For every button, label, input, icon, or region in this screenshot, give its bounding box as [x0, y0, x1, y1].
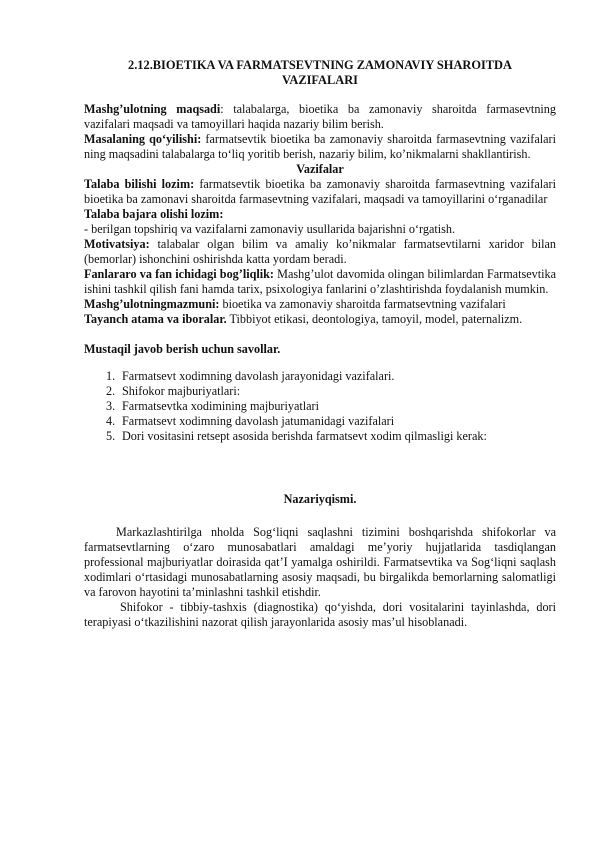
do-label-line	[84, 207, 556, 222]
list-item-text: Farmatsevtka xodimining majburiyatlari	[122, 399, 319, 413]
content-paragraph	[84, 297, 556, 312]
questions-heading	[84, 342, 556, 357]
task-paragraph	[84, 132, 556, 162]
list-item-text: Dori vositasini retsept asosida berishda farmatsevt xodim qilmasligi kerak:	[122, 429, 487, 443]
list-item-text: Farmatsevt xodimning davolash jarayonidagi vazifalari.	[122, 369, 395, 383]
know-label: Talaba bilishi lozim:	[84, 177, 195, 191]
do-label: Talaba bajara olishi lozim:	[84, 207, 224, 221]
do-text: - berilgan topshiriq va vazifalarni zamonaviy usullarida bajarishni o‘rgatish.	[84, 222, 456, 236]
questions-list	[84, 369, 556, 444]
title-line-1: 2.12.BIOETIKA VA FARMATSEVTNING ZAMONAVIY SHAROITDA	[128, 58, 512, 72]
list-item	[106, 429, 556, 444]
section-heading: Vazifalar	[296, 162, 344, 176]
keywords-paragraph	[84, 312, 556, 327]
keywords-label: Tayanch atama va iboralar.	[84, 312, 227, 326]
know-paragraph	[84, 177, 556, 207]
theory-paragraph-2: Shifokor - tibbiy-tashxis (diagnostika) qo‘yishda, dori vositalarini tayinlashda, dori terapiyasi o‘tkazilishini nazorat qilish jarayonlarida asosiy mas’ul hisoblanadi.	[84, 600, 556, 629]
motivation-text: talabalar olgan bilim va amaliy ko’nikmalar farmatsevtilarni xaridor bilan (bemorlar) ishonchini oshirishda katta yordam beradi.	[84, 237, 556, 266]
goal-text: : talabalarga, bioetika ba zamonaviy sharoitda farmasevtning vazifalari maqsadi va tamoyillari haqida nazariy bilim berish.	[84, 102, 556, 131]
theory-heading: Nazariyqismi.	[283, 492, 357, 506]
interdisciplinary-label: Fanlararo va fan ichidagi bog’liqlik:	[84, 267, 274, 281]
list-item-text: Shifokor majburiyatlari:	[122, 384, 241, 398]
list-item	[106, 414, 556, 429]
theory-paragraph-1: Markazlashtirilga nholda Sog‘liqni saqlashni tizimini boshqarishda shifokorlar va farmatsevtlarning o‘zaro munosabatlari amaldagi me’yoriy hujjatlarida tasdiqlangan professional majburiyatlar doirasida qat’I yamalga oshirildi. Farmatsevtika va Sog‘liqni saqlash xodimlari o‘rtasidagi munosabatlarning asosiy maqsadi, bu birgalikda bemorlarning salomatligi va farovon hayotini ta’minlashni tashkil etishdir.	[84, 525, 556, 599]
content-label: Mashg’ulotningmazmuni:	[84, 297, 220, 311]
list-item-number: 1.	[106, 369, 116, 383]
list-item-number: 2.	[106, 384, 116, 398]
interdisciplinary-text: Mashg’ulot davomida olingan bilimlardan Farmatsevtika ishini tashkil qilish fani hamda tarix, psixologiya fanlarini o’zlashtirishda foydalanish mumkin.	[84, 267, 556, 296]
list-item	[106, 384, 556, 399]
goal-paragraph	[84, 102, 556, 132]
list-item-number: 3.	[106, 399, 116, 413]
task-text: farmatsevtik bioetika ba zamonaviy sharoitda farmasevtning vazifalari ning maqsadini talabalarga to‘liq yoritib berish, nazariy bilim, ko’nikmalarni shakllantirish.	[84, 132, 556, 161]
content-text: bioetika va zamonaviy sharoitda farmatsevtning vazifalari	[219, 297, 506, 311]
task-label: Masalaning qo‘yilishi:	[84, 132, 202, 146]
know-text: farmatsevtik bioetika ba zamonaviy sharoitda farmasevtning vazifalari bioetika ba zamonavi sharoitda farmasevtning vazifalari, maqsadi va tamoyillarini o‘rganadilar	[84, 177, 556, 206]
interdisciplinary-paragraph	[84, 267, 556, 297]
list-item	[106, 399, 556, 414]
motivation-label: Motivatsiya:	[84, 237, 150, 251]
questions-heading-text: Mustaqil javob berish uchun savollar.	[84, 342, 281, 356]
list-item-text: Farmatsevt xodimning davolash jatumanidagi vazifalari	[122, 414, 395, 428]
list-item	[106, 369, 556, 384]
keywords-text: Tibbiyot etikasi, deontologiya, tamoyil, model, paternalizm.	[226, 312, 523, 326]
goal-label: Mashg’ulotning maqsadi	[84, 102, 221, 116]
list-item-number: 4.	[106, 414, 116, 428]
list-item-number: 5.	[106, 429, 116, 443]
motivation-paragraph	[84, 237, 556, 267]
document-page	[84, 58, 556, 630]
page-title	[84, 58, 556, 88]
title-line-2: VAZIFALARI	[282, 73, 358, 87]
